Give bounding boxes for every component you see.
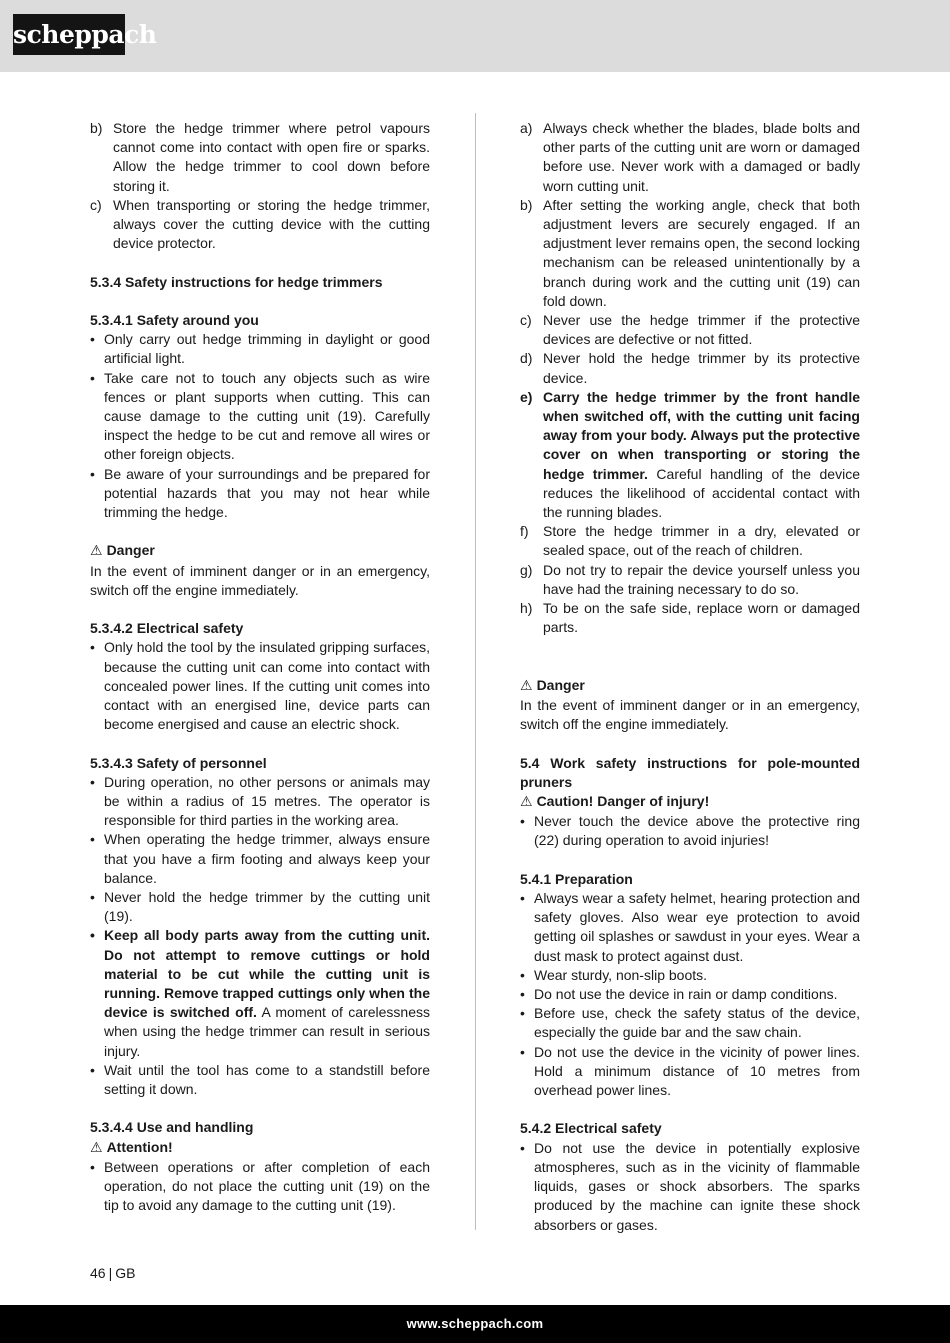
list-item-g: g) Do not try to repair the device yourself unless you have had the training necessary to do so. (520, 561, 860, 597)
bullet-item: • Only hold the tool by the insulated gripping surfaces, because the cutting unit can come into contact with concealed power lines. If the cutting unit comes into contact with an energised line, device parts can become energised and cause an electric shock. (90, 639, 430, 733)
list-item-a: a) Always check whether the blades, blade bolts and other parts of the cutting unit are worn or damaged before use. Never work with a damaged or badly worn cutting unit. (520, 120, 860, 194)
page-number: 46 | GB (90, 1265, 136, 1281)
list-item-b: b) After setting the working angle, check that both adjustment levers are securely engaged. If an adjustment lever remains open, the second locking mechanism can be released unintentionally by a branch during work and the cutting unit (19) can fold down. (520, 196, 860, 309)
bullet-item: • Between operations or after completion of each operation, do not place the cutting unit (19) on the tip to avoid any damage to the cutting unit (19). (90, 1158, 430, 1214)
bullet-icon: • (520, 966, 525, 983)
bullet-icon: • (90, 639, 95, 656)
bullet-item: • Always wear a safety helmet, hearing protection and safety gloves. Also wear eye protection to avoid getting oil splashes or sawdust in your eyes. Wear a dust mask to protect against dust. (520, 890, 860, 964)
bullet-icon: • (90, 331, 95, 348)
bullet-icon: • (520, 890, 525, 907)
bullet-icon: • (520, 1043, 525, 1060)
list-item-f: f) Store the hedge trimmer in a dry, elevated or sealed space, out of the reach of children. (520, 523, 860, 559)
list-item-c: c) When transporting or storing the hedge trimmer, always cover the cutting device with the cutting device protector. (90, 196, 430, 252)
bullet-icon: • (90, 1061, 95, 1078)
column-divider (475, 113, 476, 1230)
section-heading-5-3-4-4: 5.3.4.4 Use and handling (90, 1119, 254, 1136)
bullet-icon: • (520, 1005, 525, 1022)
attention-heading: ⚠ Attention! (90, 1138, 173, 1156)
bullet-item: • Before use, check the safety status of the device, especially the guide bar and the saw chain. (520, 1005, 860, 1041)
list-item-h: h) To be on the safe side, replace worn or damaged parts. (520, 600, 860, 636)
bullet-item: • Never touch the device above the protective ring (22) during operation to avoid injuries! (520, 813, 860, 849)
left-column (90, 119, 430, 1215)
bullet-icon: • (90, 369, 95, 386)
danger-heading: ⚠ Danger (520, 676, 585, 694)
section-heading-5-3-4-1: 5.3.4.1 Safety around you (90, 312, 259, 328)
page-header (0, 0, 950, 72)
caution-heading: ⚠ Caution! Danger of injury! (520, 793, 710, 811)
bullet-item: • Wear sturdy, non-slip boots. (520, 966, 860, 985)
bullet-item: • Do not use the device in the vicinity of power lines. Hold a minimum distance of 10 metres from overhead power lines. (520, 1043, 860, 1099)
danger-text: In the event of imminent danger or in an emergency, switch off the engine immediately. (520, 697, 860, 733)
section-heading-5-3-4-2: 5.3.4.2 Electrical safety (90, 620, 244, 637)
bullet-icon: • (90, 927, 95, 944)
danger-heading: ⚠ Danger (90, 542, 155, 560)
bullet-icon: • (520, 813, 525, 830)
bullet-item: • Wait until the tool has come to a standstill before setting it down. (90, 1061, 430, 1098)
right-column (520, 119, 860, 1235)
danger-text: In the event of imminent danger or in an emergency, switch off the engine immediately. (90, 562, 430, 598)
bullet-icon: • (90, 773, 95, 790)
bullet-item: • During operation, no other persons or animals may be within a radius of 15 metres. The operator is responsible for third parties in the working area. (90, 773, 430, 829)
bullet-item: • Do not use the device in potentially explosive atmospheres, such as in the vicinity of flammable liquids, gases or shock absorbers. The sparks produced by the machine can ignite these shock absorbers or gases. (520, 1139, 860, 1233)
bullet-item: • Be aware of your surroundings and be prepared for potential hazards that you may not hear while trimming the hedge. (90, 465, 430, 521)
bullet-icon: • (520, 1139, 525, 1156)
warning-triangle-icon: ⚠ (520, 677, 533, 694)
bullet-item: • Take care not to touch any objects such as wire fences or plant supports when cutting. This can cause damage to the cutting unit (19). Carefully inspect the hedge to be cut and remove all wires or other foreign objects. (90, 369, 430, 463)
warning-triangle-icon: ⚠ (520, 794, 533, 811)
bullet-icon: • (90, 831, 95, 848)
section-heading-5-4: 5.4 Work safety instructions for pole-mounted pruners (520, 754, 860, 790)
section-heading-5-3-4-3: 5.3.4.3 Safety of personnel (90, 754, 267, 771)
bullet-item: • Never hold the hedge trimmer by the cutting unit (19). (90, 889, 430, 925)
bullet-item: • Do not use the device in rain or damp conditions. (520, 985, 860, 1004)
bullet-item-bold: • Keep all body parts away from the cutting unit. Do not attempt to remove cuttings or hold material to be cut while the cutting unit is running. Remove trapped cuttings only when the device is switched off. A moment of carelessness when using the hedge trimmer can result in serious injury. (90, 927, 430, 1059)
section-heading-5-3-4: 5.3.4 Safety instructions for hedge trimmers (90, 273, 383, 290)
list-item-e: e) Carry the hedge trimmer by the front handle when switched off, with the cutting unit facing away from your body. Always put the protective cover on when transporting or storing the hedge trimmer. Careful handling of the device reduces the likelihood of accidental contact with the running blades. (520, 388, 860, 521)
list-item-b: b) Store the hedge trimmer where petrol vapours cannot come into contact with open fire or sparks. Allow the hedge trimmer to cool down before storing it. (90, 120, 430, 194)
section-heading-5-4-2: 5.4.2 Electrical safety (520, 1120, 662, 1137)
scheppach-logo: scheppach (13, 14, 125, 55)
bullet-icon: • (90, 465, 95, 482)
bullet-item: • Only carry out hedge trimming in daylight or good artificial light. (90, 331, 430, 367)
bullet-item: • When operating the hedge trimmer, always ensure that you have a firm footing and always keep your balance. (90, 831, 430, 886)
list-item-c: c) Never use the hedge trimmer if the protective devices are defective or not fitted. (520, 312, 860, 348)
bullet-icon: • (90, 1158, 95, 1175)
list-item-d: d) Never hold the hedge trimmer by its protective device. (520, 350, 860, 386)
section-heading-5-4-1: 5.4.1 Preparation (520, 870, 633, 887)
footer-website-link[interactable]: www.scheppach.com (406, 1316, 544, 1331)
warning-triangle-icon: ⚠ (90, 1139, 103, 1156)
bullet-icon: • (520, 986, 525, 1003)
warning-triangle-icon: ⚠ (90, 543, 103, 560)
bullet-icon: • (90, 889, 95, 906)
